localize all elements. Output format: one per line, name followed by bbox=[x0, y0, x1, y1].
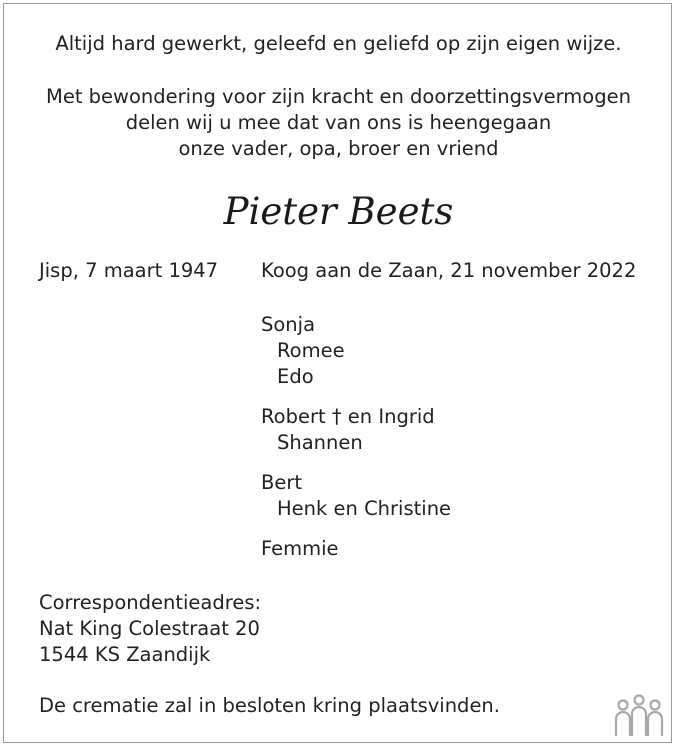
family-member: Sonja bbox=[261, 313, 316, 336]
deceased-name: Pieter Beets bbox=[223, 190, 454, 233]
family-member: Henk en Christine bbox=[277, 497, 452, 520]
correspondence-label: Correspondentieadres: bbox=[39, 591, 262, 614]
family-member: Edo bbox=[277, 365, 314, 388]
announcement-line-2: delen wij u mee dat van ons is heengegaan bbox=[125, 111, 552, 134]
announcement-line-3: onze vader, opa, broer en vriend bbox=[178, 137, 499, 160]
family-member: Shannen bbox=[277, 431, 363, 454]
intro-text: Altijd hard gewerkt, geleefd en geliefd op zijn eigen wijze. bbox=[55, 32, 622, 55]
correspondence-street: Nat King Colestraat 20 bbox=[39, 617, 260, 640]
closing-text: De crematie zal in besloten kring plaatsvinden. bbox=[39, 694, 500, 717]
birth-date: Jisp, 7 maart 1947 bbox=[39, 259, 219, 282]
family-member: Bert bbox=[261, 471, 303, 494]
family-member: Robert † en Ingrid bbox=[261, 405, 435, 428]
family-member: Romee bbox=[277, 339, 345, 362]
correspondence-city: 1544 KS Zaandijk bbox=[39, 643, 211, 666]
announcement-line-1: Met bewondering voor zijn kracht en doorzettingsvermogen bbox=[46, 85, 631, 108]
death-date: Koog aan de Zaan, 21 november 2022 bbox=[261, 259, 637, 282]
people-group-icon bbox=[614, 693, 664, 737]
family-member: Femmie bbox=[261, 537, 339, 560]
